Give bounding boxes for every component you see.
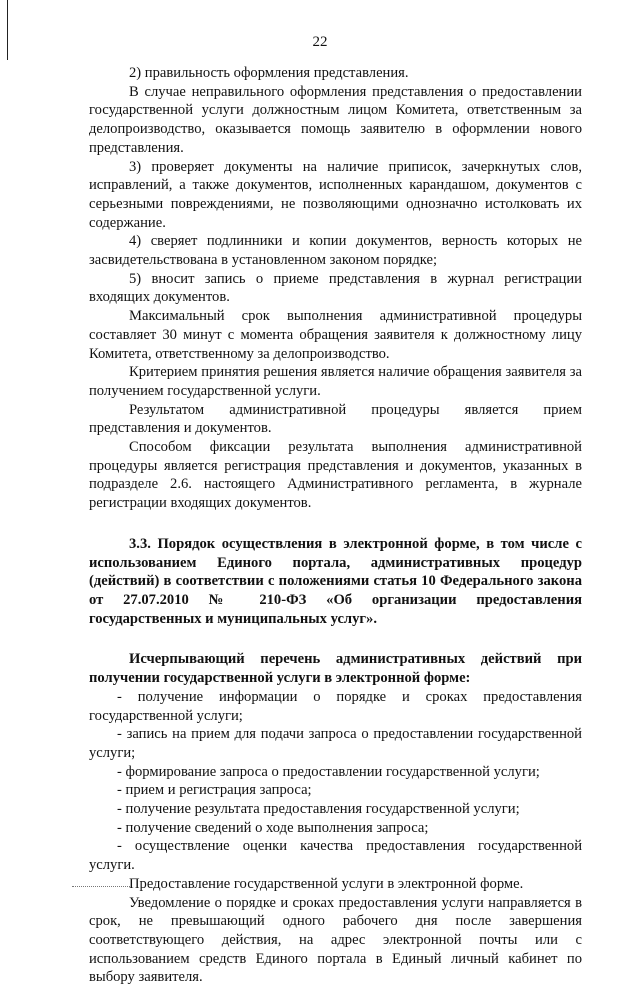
page-number: 22 bbox=[312, 34, 328, 50]
paragraph-correctness: 2) правильность оформления представления. bbox=[129, 65, 409, 81]
page-edge-line bbox=[7, 0, 8, 60]
document-body bbox=[89, 64, 582, 987]
paragraph-compare-originals: 4) сверяет подлинники и копии документов, верность которых не засвидетельствована в установленном законом порядке; bbox=[89, 233, 582, 269]
list-item: - получение результата предоставления государственной услуги; bbox=[117, 801, 520, 818]
list-item: - получение сведений о ходе выполнения запроса; bbox=[117, 819, 429, 836]
list-item: - формирование запроса о предоставлении государственной услуги; bbox=[117, 763, 540, 780]
paragraph-incorrect-help: В случае неправильного оформления представления о предоставлении государственной услуги должностным лицом Комитета, ответственным за делопроизводство, оказывается помощь заявителю в оформлении нового представления. bbox=[89, 83, 582, 156]
paragraph-decision-criterion: Критерием принятия решения является наличие обращения заявителя за получением государственной услуги. bbox=[89, 364, 582, 399]
paragraph-notification: Уведомление о порядке и сроках предоставления услуги направляется в срок, не превышающий одного рабочего дня после завершения соответствующего действия, на адрес электронной почты или с использованием средств Единого портала в Единый личный кабинет по выбору заявителя. bbox=[89, 894, 582, 986]
paragraph-journal-record: 5) вносит запись о приеме представления в журнал регистрации входящих документов. bbox=[89, 270, 582, 306]
list-item: - запись на прием для подачи запроса о предоставлении государственной услуги; bbox=[89, 726, 582, 761]
paragraph-check-documents: 3) проверяет документы на наличие приписок, зачеркнутых слов, исправлений, а также документов, исполненных карандашом, документов с серьезными повреждениями, не позволяющими однозначно истолковать их содержание. bbox=[89, 158, 582, 231]
paragraph-fixation-method: Способом фиксации результата выполнения административной процедуры является регистрация представления и документов, указанных в подразделе 2.6. настоящего Административного регламента, в журнале регистрации входящих документов. bbox=[89, 439, 582, 512]
footer-dotted-line bbox=[72, 886, 130, 887]
paragraph-procedure-result: Результатом административной процедуры является прием представления и документов. bbox=[89, 401, 582, 437]
paragraph-max-duration: Максимальный срок выполнения административной процедуры составляет 30 минут с момента обращения заявителя к должностному лицу Комитета, ответственному за делопроизводство. bbox=[89, 308, 582, 362]
actions-list bbox=[89, 688, 582, 875]
paragraph-electronic-form: Предоставление государственной услуги в электронной форме. bbox=[129, 875, 524, 892]
list-item: - осуществление оценки качества предоставления государственной услуги. bbox=[89, 838, 582, 874]
list-intro: Исчерпывающий перечень административных действий при получении государственной услуги в электронной форме: bbox=[89, 651, 582, 687]
list-item: - прием и регистрация запроса; bbox=[117, 782, 312, 799]
list-item: - получение информации о порядке и сроках предоставления государственной услуги; bbox=[89, 688, 582, 724]
section-heading: 3.3. Порядок осуществления в электронной форме, в том числе с использованием Единого портала, административных процедур (действий) в соответствии с положениями статья 10 Федерального закона от 27.07.2010 № 210-ФЗ «Об организации предоставления государственных и муниципальных услуг». bbox=[89, 535, 582, 627]
